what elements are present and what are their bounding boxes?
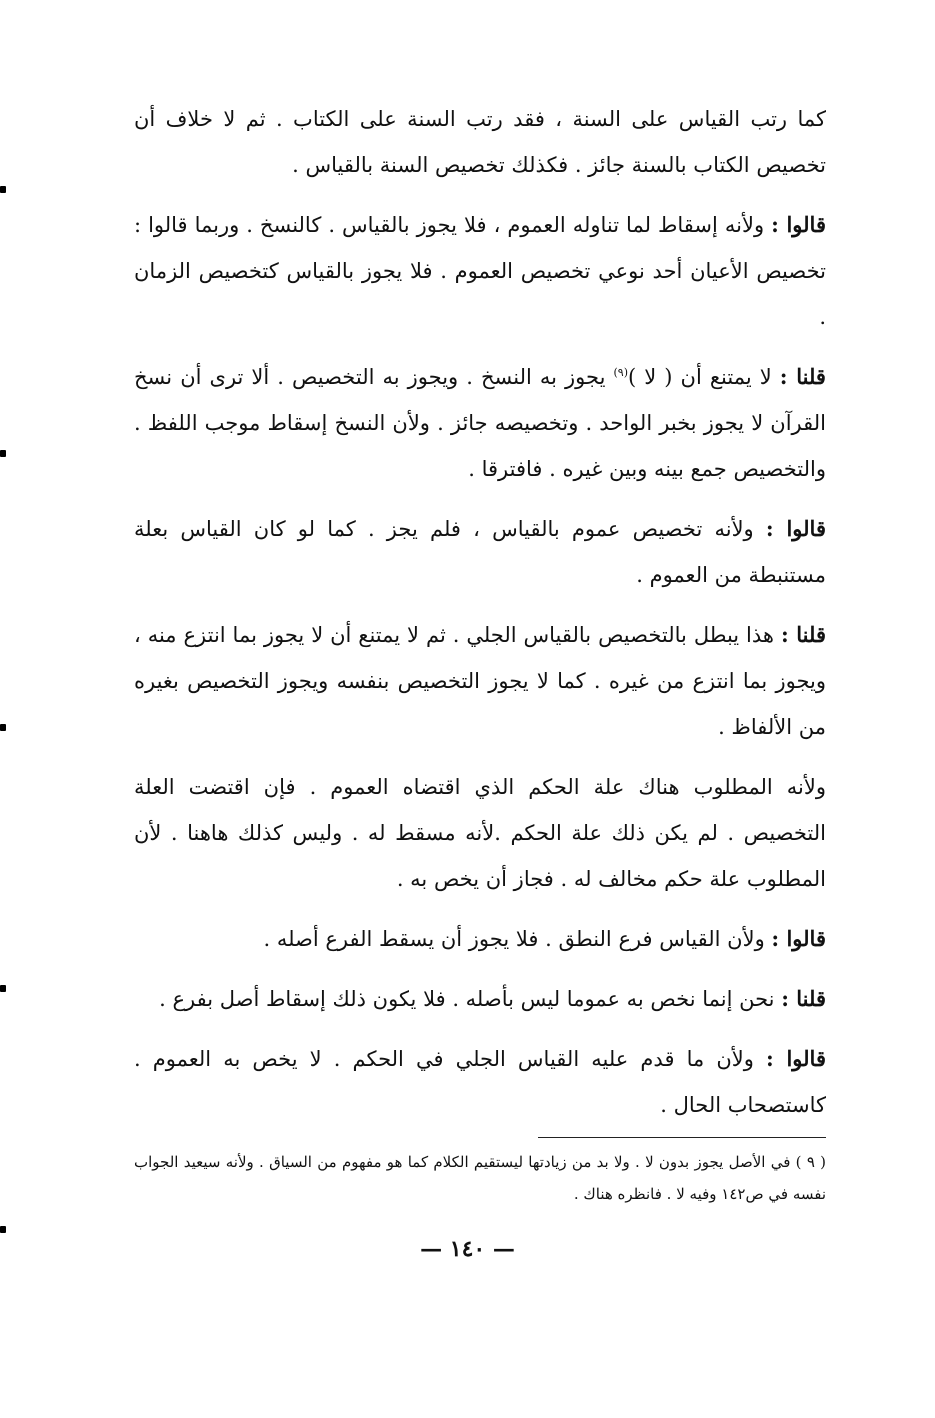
speaker-label: قالوا : [771, 926, 826, 951]
main-text [134, 96, 826, 1142]
binding-hole-mark [0, 985, 6, 992]
paragraph-1 [134, 96, 826, 188]
footnote-divider [538, 1137, 826, 1138]
paragraph-3 [134, 354, 826, 492]
paragraph-text: كما رتب القياس على السنة ، فقد رتب السنة على الكتاب . ثم لا خلاف أن تخصيص الكتاب بالسنة جائز . فكذلك تخصيص السنة بالقياس . [134, 107, 826, 177]
paragraph-text: هذا يبطل بالتخصيص بالقياس الجلي . ثم لا يمتنع أن لا يجوز بما انتزع منه ، ويجوز بما انتزع من غيره . كما لا يجوز التخصيص بنفسه ويجوز التخصيص بغيره من الألفاظ . [134, 623, 826, 739]
paragraph-text: ولأن ما قدم عليه القياس الجلي في الحكم . لا يخص به العموم . كاستصحاب الحال . [134, 1047, 826, 1117]
footnote-text: ( ٩ ) في الأصل يجوز بدون لا . ولا بد من زيادتها ليستقيم الكلام كما هو مفهوم من السياق . ولأنه سيعيد الجواب نفسه في ص١٤٢ وفيه لا . فانظره هناك . [134, 1153, 827, 1203]
paragraph-9 [134, 1036, 826, 1128]
speaker-label: قالوا : [771, 212, 826, 237]
paragraph-7 [134, 916, 826, 962]
paragraph-4 [134, 506, 826, 598]
speaker-label: قالوا : [765, 516, 826, 541]
paragraph-text: ولأن القياس فرع النطق . فلا يجوز أن يسقط الفرع أصله . [263, 927, 765, 951]
paragraph-5 [134, 612, 826, 750]
paragraph-text: نحن إنما نخص به عموما ليس بأصله . فلا يكون ذلك إسقاط أصل بفرع . [159, 987, 775, 1011]
binding-hole-mark [0, 450, 6, 457]
footnote [134, 1146, 826, 1210]
footnote-reference: (٩) [613, 366, 629, 379]
speaker-label: قلنا : [781, 986, 826, 1011]
paragraph-text: يجوز به النسخ . ويجوز به التخصيص . ألا ترى أن نسخ القرآن لا يجوز بخبر الواحد . وتخصيصه جائز . ولأن النسخ إسقاط موجب اللفظ . والتخصيص جمع بينه وبين غيره . فافترقا . [134, 365, 826, 481]
paragraph-text: لا يمتنع أن ( لا ) [628, 365, 772, 389]
binding-hole-mark [0, 724, 6, 731]
paragraph-text: ولأنه المطلوب هناك علة الحكم الذي اقتضاه العموم . فإن اقتضت العلة التخصيص . لم يكن ذلك علة الحكم .لأنه مسقط له . وليس كذلك هاهنا . لأن المطلوب علة حكم مخالف له . فجاز أن يخص به . [134, 775, 826, 891]
paragraph-6 [134, 764, 826, 902]
binding-hole-mark [0, 186, 6, 193]
paragraph-8 [134, 976, 826, 1022]
page-number: — ١٤٠ — [420, 1236, 515, 1262]
binding-hole-mark [0, 1226, 6, 1233]
paragraph-text: ولأنه إسقاط لما تناوله العموم ، فلا يجوز بالقياس . كالنسخ . وربما قالوا : تخصيص الأعيان أحد نوعي تخصيص العموم . فلا يجوز بالقياس كتخصيص الزمان . [134, 213, 826, 329]
speaker-label: قلنا : [779, 364, 826, 389]
paragraph-2 [134, 202, 826, 340]
speaker-label: قلنا : [780, 622, 826, 647]
paragraph-text: ولأنه تخصيص عموم بالقياس ، فلم يجز . كما لو كان القياس بعلة مستنبطة من العموم . [134, 517, 826, 587]
speaker-label: قالوا : [765, 1046, 826, 1071]
